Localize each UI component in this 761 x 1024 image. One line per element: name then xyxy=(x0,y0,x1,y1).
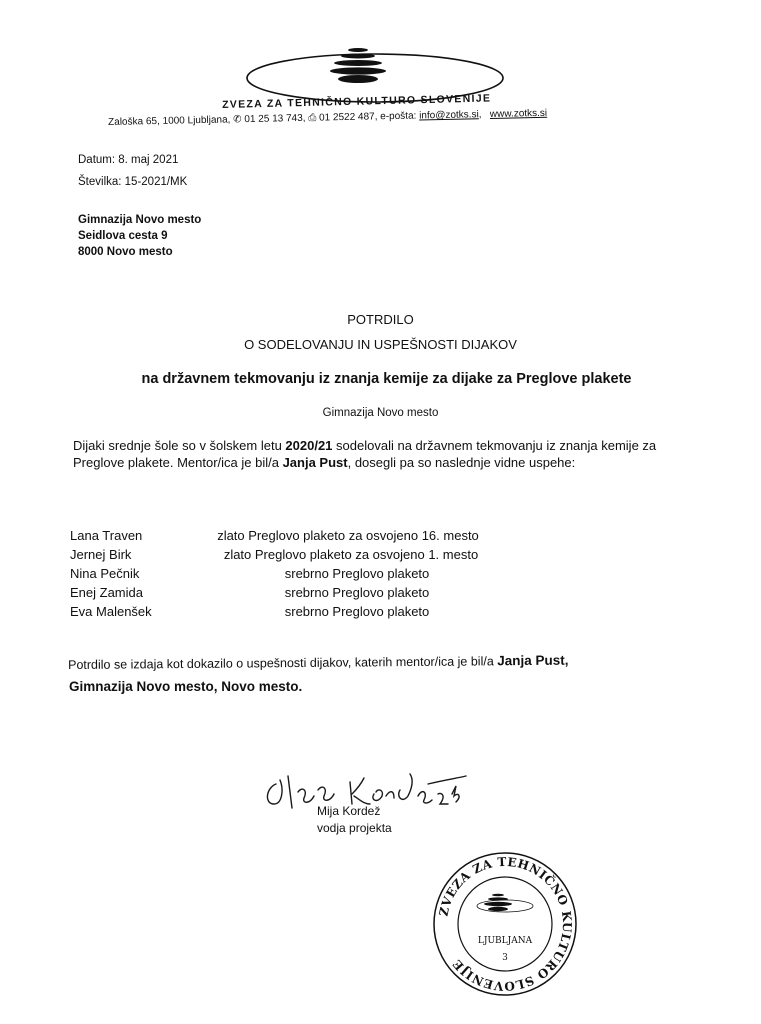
recipient-street: Seidlova cesta 9 xyxy=(78,230,168,242)
document-date: Datum: 8. maj 2021 xyxy=(78,154,179,166)
svg-text:ZVEZA ZA TEHNIČNO KULTURO SLOV: ZVEZA ZA TEHNIČNO KULTURO SLOVENIJE xyxy=(436,854,575,994)
student-result: srebrno Preglovo plaketo xyxy=(284,604,430,619)
recipient-name: Gimnazija Novo mesto xyxy=(78,214,202,226)
fax-icon: ⎙ xyxy=(308,112,317,124)
stamp-logo xyxy=(477,894,533,912)
closing-school: Gimnazija Novo mesto, Novo mesto. xyxy=(69,679,303,694)
intro-paragraph: Dijaki srednje šole so v šolskem letu 2020/21 sodelovali na državnem tekmovanju iz znanja kemije za Preglove plakete. Mentor/ica je bil/a Janja Pust, dosegli pa so naslednje vidne uspehe: xyxy=(73,438,657,470)
fax: 01 2522 487, xyxy=(318,111,378,124)
website-link[interactable]: www.zotks.si xyxy=(489,107,548,121)
contact-line: Zaloška 65, 1000 Ljubljana, ✆ 01 25 13 743, ⎙ 01 2522 487, e-pošta: info@zotks.si, www.zotks.si xyxy=(108,107,548,128)
student-name: Lana Traven xyxy=(70,528,143,543)
student-result: zlato Preglovo plaketo za osvojeno 16. mesto xyxy=(217,528,479,543)
signer-name: Mija Kordež xyxy=(317,804,381,818)
student-result: srebrno Preglovo plaketo xyxy=(284,585,430,600)
student-name: Enej Zamida xyxy=(70,585,143,600)
certificate-subtitle: O SODELOVANJU IN USPEŠNOSTI DIJAKOV xyxy=(244,337,517,352)
phone-icon: ✆ xyxy=(233,114,242,126)
stamp-city: LJUBLJANA xyxy=(477,936,533,946)
student-name: Nina Pečnik xyxy=(70,566,140,581)
closing-paragraph: Potrdilo se izdaja kot dokazilo o uspešnosti dijakov, katerih mentor/ica je bil/a Janja Pust, xyxy=(68,652,569,672)
certificate-title: POTRDILO xyxy=(347,312,414,327)
student-result: srebrno Preglovo plaketo xyxy=(284,566,430,581)
student-name: Jernej Birk xyxy=(70,547,132,562)
official-stamp xyxy=(432,851,578,997)
mentor-name: Janja Pust xyxy=(282,455,348,470)
competition-name: na državnem tekmovanju iz znanja kemije za dijake za Preglove plakete xyxy=(141,371,632,387)
address: Zaloška 65, 1000 Ljubljana, xyxy=(108,114,231,128)
mentor-name: Janja Pust, xyxy=(497,652,569,669)
signer-role: vodja projekta xyxy=(317,821,392,835)
recipient-city: 8000 Novo mesto xyxy=(78,246,173,258)
student-name: Eva Malenšek xyxy=(70,604,152,619)
phone: 01 25 13 743, xyxy=(244,112,306,126)
school-year: 2020/21 xyxy=(285,438,333,453)
signer-block xyxy=(317,803,392,837)
document-number: Številka: 15-2021/MK xyxy=(78,176,188,188)
email-link[interactable]: info@zotks.si xyxy=(419,109,479,122)
stamp-number: 3 xyxy=(502,953,508,963)
student-result: zlato Preglovo plaketo za osvojeno 1. mesto xyxy=(223,547,479,562)
school-name: Gimnazija Novo mesto xyxy=(322,407,439,419)
organization-name: ZVEZA ZA TEHNIČNO KULTURO SLOVENIJE xyxy=(222,92,492,111)
email-label: e-pošta: xyxy=(380,110,417,123)
